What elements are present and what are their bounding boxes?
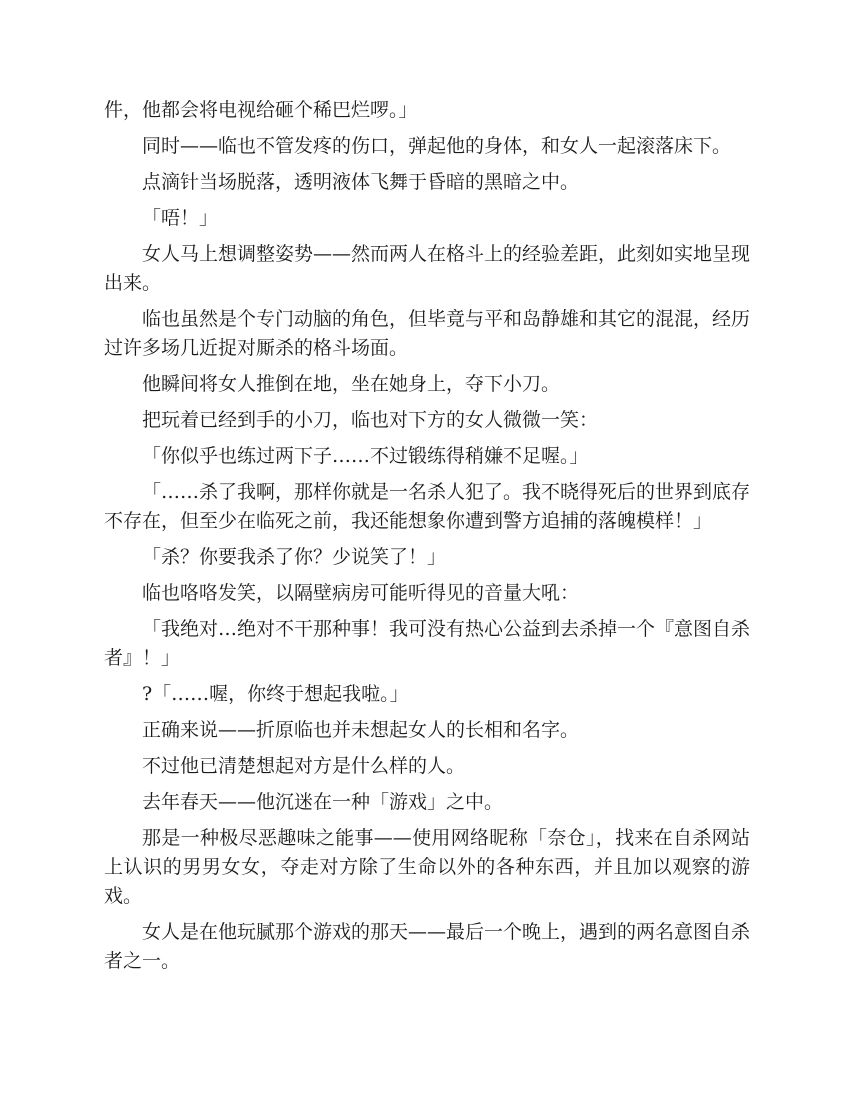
paragraph: 女人是在他玩腻那个游戏的那天——最后一个晚上，遇到的两名意图自杀者之一。 (104, 921, 751, 972)
paragraph: 「唔！」 (142, 207, 219, 229)
paragraph: 「你似乎也练过两下子……不过锻练得稍嫌不足喔。」 (142, 445, 589, 467)
paragraph: 正确来说——折原临也并未想起女人的长相和名字。 (142, 719, 580, 741)
paragraph: 他瞬间将女人推倒在地，坐在她身上，夺下小刀。 (142, 373, 561, 395)
paragraph: 同时——临也不管发疼的伤口，弹起他的身体，和女人一起滚落床下。 (142, 135, 732, 157)
paragraph: 「……杀了我啊，那样你就是一名杀人犯了。我不晓得死后的世界到底存不存在，但至少在临死之前，我还能想象你遭到警方追捕的落魄模样！」 (104, 481, 751, 532)
paragraph: 「我绝对…绝对不干那种事！我可没有热心公益到去杀掉一个『意图自杀者』！」 (104, 618, 751, 669)
paragraph: 女人马上想调整姿势——然而两人在格斗上的经验差距，此刻如实地呈现出来。 (104, 243, 751, 294)
paragraph: 把玩着已经到手的小刀，临也对下方的女人微微一笑： (142, 409, 599, 431)
paragraph: 不过他已清楚想起对方是什么样的人。 (142, 755, 466, 777)
paragraph: 去年春天——他沉迷在一种「游戏」之中。 (142, 791, 504, 813)
document-body (104, 96, 750, 983)
paragraph: ?「……喔，你终于想起我啦。」 (142, 683, 409, 705)
paragraph: 临也虽然是个专门动脑的角色，但毕竟与平和岛静雄和其它的混混，经历过许多场几近捉对厮杀的格斗场面。 (104, 308, 751, 359)
paragraph: 件，他都会将电视给砸个稀巴烂啰。」 (104, 99, 418, 121)
paragraph: 那是一种极尽恶趣味之能事——使用网络昵称「奈仓」，找来在自杀网站上认识的男男女女，夺走对方除了生命以外的各种东西，并且加以观察的游戏。 (104, 827, 750, 907)
paragraph: 「杀？你要我杀了你？少说笑了！」 (142, 546, 447, 568)
paragraph: 点滴针当场脱落，透明液体飞舞于昏暗的黑暗之中。 (142, 171, 580, 193)
paragraph: 临也咯咯发笑，以隔壁病房可能听得见的音量大吼： (142, 582, 580, 604)
